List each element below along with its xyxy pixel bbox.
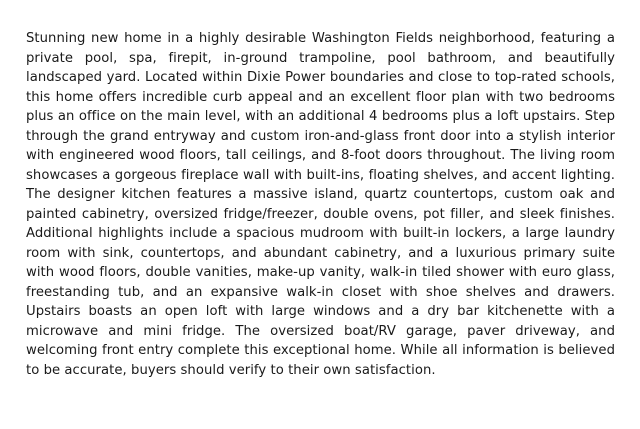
listing-description: Stunning new home in a highly desirable Washington Fields neighborhood, featuring a private pool, spa, firepit, in-ground trampoline, pool bathroom, and beautifully landscaped yard. Located within Dixie Power boundaries and close to top-rated schools, this home offers incredible curb appeal and an excellent floor plan with two bedrooms plus an office on the main level, with an additional 4 bedrooms plus a loft upstairs. Step through the grand entryway and custom iron-and-glass front door into a stylish interior with engineered wood floors, tall ceilings, and 8-foot doors throughout. The living room showcases a gorgeous fireplace wall with built-ins, floating shelves, and accent lighting. The designer kitchen features a massive island, quartz countertops, custom oak and painted cabinetry, oversized fridge/freezer, double ovens, pot filler, and sleek finishes. Additional highlights include a spacious mudroom with built-in lockers, a large laundry room with sink, countertops, and abundant cabinetry, and a luxurious primary suite with wood floors, double vanities, make-up vanity, walk-in tiled shower with euro glass, freestanding tub, and an expansive walk-in closet with shoe shelves and drawers. Upstairs boasts an open loft with large windows and a dry bar kitchenette with a microwave and mini fridge. The oversized boat/RV garage, paver driveway, and welcoming front entry complete this exceptional home. While all information is believed to be accurate, buyers should verify to their own satisfaction. <box>26 31 615 378</box>
